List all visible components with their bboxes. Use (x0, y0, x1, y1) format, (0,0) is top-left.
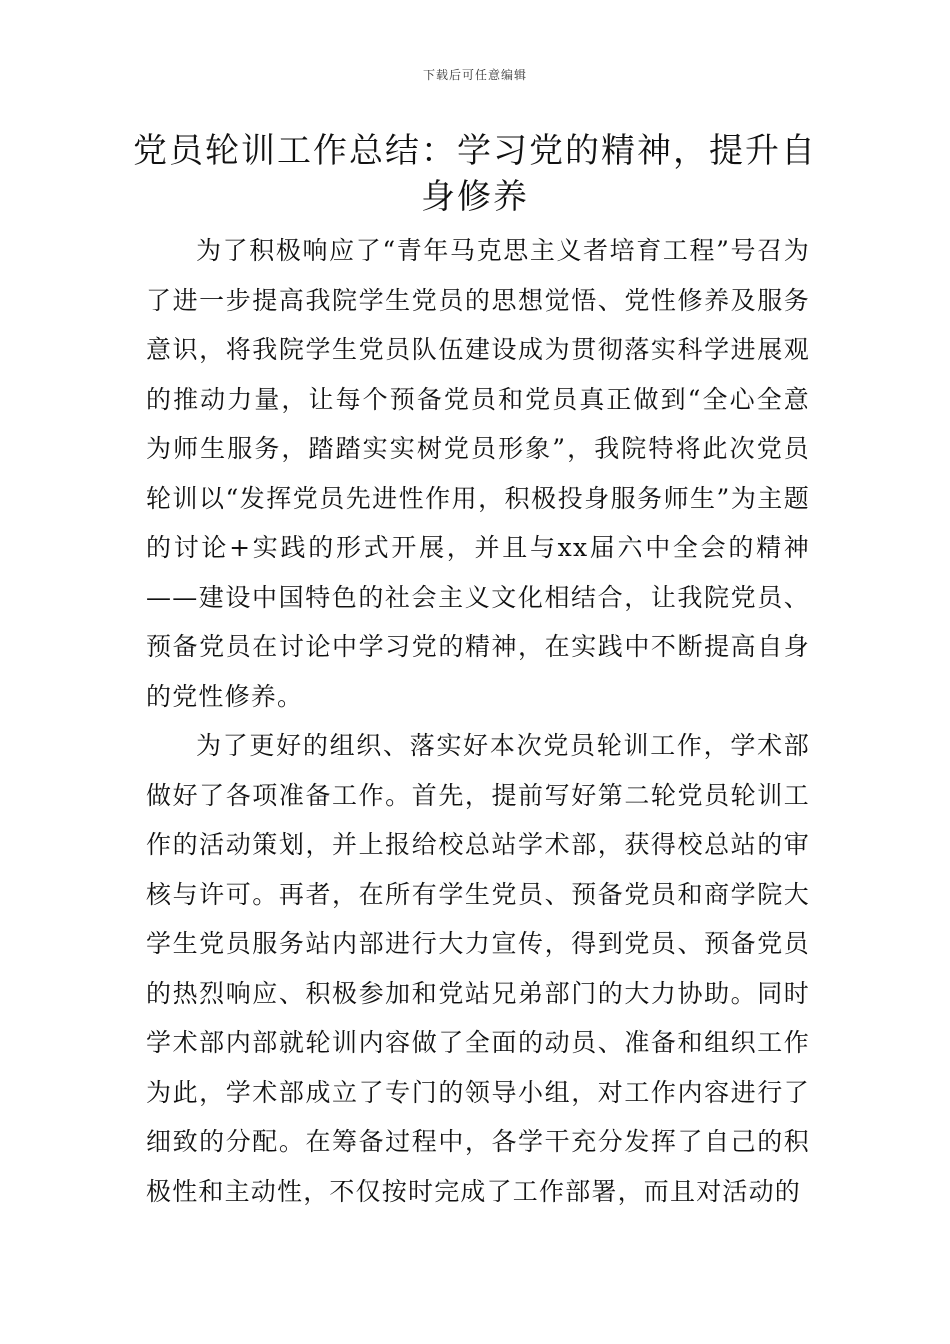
document-title: 党员轮训工作总结：学习党的精神，提升自身修养 (133, 131, 817, 217)
paragraph-1: 为了积极响应了“青年马克思主义者培育工程”号召为了进一步提高我院学生党员的思想觉悟、党性修养及服务意识，将我院学生党员队伍建设成为贯彻落实科学进展观的推动力量，让每个预备党员和党员真正做到“全心全意为师生服务，踏踏实实树党员形象”，我院特将此次党员轮训以“发挥党员先进性作用，积极投身服务师生”为主题的讨论+实践的形式开展，并且与xx届六中全会的精神——建设中国特色的社会主义文化相结合，让我院党员、预备党员在讨论中学习党的精神，在实践中不断提高自身的党性修养。 (146, 236, 810, 711)
paragraph-2: 为了更好的组织、落实好本次党员轮训工作，学术部做好了各项准备工作。首先，提前写好第二轮党员轮训工作的活动策划，并上报给校总站学术部，获得校总站的审核与许可。再者，在所有学生党员、预备党员和商学院大学生党员服务站内部进行大力宣传，得到党员、预备党员的热烈响应、积极参加和党站兄弟部门的大力协助。同时学术部内部就轮训内容做了全面的动员、准备和组织工作为此，学术部成立了专门的领导小组，对工作内容进行了细致的分配。在筹备过程中，各学干充分发挥了自己的积极性和主动性，不仅按时完成了工作部署，而且对活动的 (146, 731, 810, 1206)
header-note: 下载后可任意编辑 (422, 68, 527, 82)
document-body (146, 226, 810, 1216)
